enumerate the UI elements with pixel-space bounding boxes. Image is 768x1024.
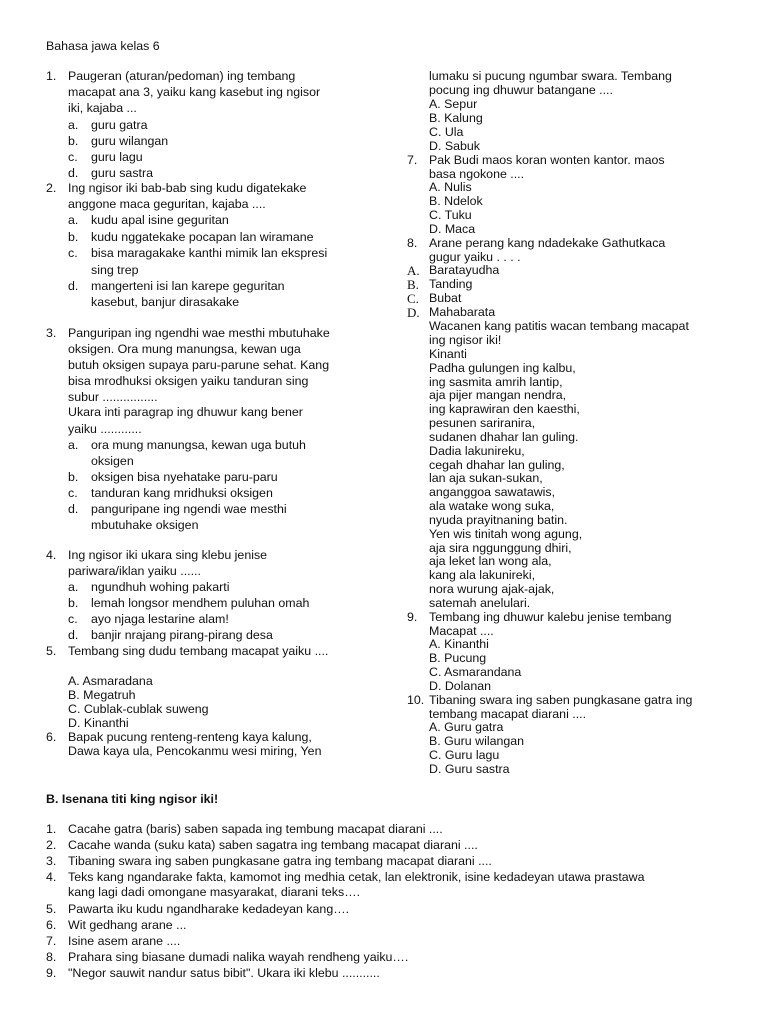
poem-line: anganggoa sawatawis, [429,485,556,499]
option-text: bisa maragakake kanthi mimik lan ekspresi [91,246,328,260]
option-text: C. Cublak-cublak suweng [68,702,209,716]
question-number: 7. [407,153,418,167]
option-text: guru wilangan [91,134,169,148]
option-letter: D. [407,305,420,320]
option-text: B. Guru wilangan [429,734,525,748]
question-text: pocung ing dhuwur batangane .... [429,83,613,97]
section-title: B. Isenana titi king ngisor iki! [46,792,219,806]
option-text: ayo njaga lestarine alam! [91,612,229,626]
option-text: B. Kalung [429,111,483,125]
option-letter: B. [407,277,419,292]
option-text: oksigen [91,454,134,468]
option-text: A. Asmaradana [68,674,153,688]
question-text: Dawa kaya ula, Pencokanmu wesi miring, Yen [68,744,322,758]
poem-line: Yen wis tinitah wong agung, [429,527,583,541]
question-text: Tibaning swara ing saben pungkasane gatra ing [429,693,693,707]
option-text: D. Maca [429,222,476,236]
option-letter: c. [68,612,78,626]
option-text: sing trep [91,263,139,277]
item-text: Wit gedhang arane ... [68,918,187,932]
option-text: tanduran kang mridhuksi oksigen [91,486,273,500]
option-text: banjir nrajang pirang-pirang desa [91,628,273,642]
poem-line: sudanen dhahar lan guling. [429,430,579,444]
question-number: 8. [407,236,418,250]
question-text: Pak Budi maos koran wonten kantor. maos [429,153,665,167]
option-text: C. Guru lagu [429,748,500,762]
item-text: "Negor sauwit nandur satus bibit". Ukara iki klebu ........... [68,966,380,980]
option-text: B. Ndelok [429,194,483,208]
option-text: kudu apal isine geguritan [91,213,229,227]
option-letter: d. [68,279,79,293]
poem-line: lan aja sukan-sukan, [429,471,543,485]
question-text: butuh oksigen supaya paru-parune sehat. Kang [68,358,330,372]
item-number: 4. [46,870,57,884]
poem-line: ing kaprawiran den kaesthi, [429,402,580,416]
option-text: mbutuhake oksigen [91,518,199,532]
option-text: Mahabarata [429,305,496,319]
option-text: A. Guru gatra [429,720,504,734]
option-letter: b. [68,134,79,148]
poem-line: aja leket lan wong ala, [429,554,552,568]
option-text: C. Tuku [429,208,472,222]
item-number: 5. [46,902,57,916]
option-letter: d. [68,166,79,180]
question-number: 3. [46,326,57,340]
item-number: 7. [46,934,57,948]
option-text: ngundhuh wohing pakarti [91,580,230,594]
option-letter: d. [68,628,79,642]
option-text: D. Kinanthi [68,716,129,730]
item-number: 9. [46,966,57,980]
poem-line: aja sira nggunggung dhiri, [429,541,572,555]
option-text: ora mung manungsa, kewan uga butuh [91,438,306,452]
option-letter: b. [68,596,79,610]
option-letter: a. [68,213,79,227]
question-number: 2. [46,181,57,195]
item-number: 3. [46,854,57,868]
question-text: Arane perang kang ndadekake Gathutkaca [429,236,666,250]
item-text: kang lagi dadi omongane masyarakat, diarani teks…. [68,885,361,899]
question-text: subur ................ [68,390,158,404]
poem-line: aja pijer mangan nendra, [429,388,567,402]
poem-line: ala watake wong suka, [429,499,555,513]
option-letter: a. [68,580,79,594]
option-text: guru gatra [91,118,148,132]
option-text: D. Guru sastra [429,762,510,776]
option-letter: a. [68,118,79,132]
question-text: basa ngokone .... [429,167,525,181]
poem-line: Padha gulungen ing kalbu, [429,361,576,375]
question-text: Tembang sing dudu tembang macapat yaiku .... [68,644,329,658]
option-letter: c. [68,486,78,500]
question-text: Ing ngisor iki ukara sing klebu jenise [68,548,268,562]
poem-line: Kinanti [429,347,467,361]
question-text: oksigen. Ora mung manungsa, kewan uga [68,342,301,356]
option-text: guru lagu [91,150,143,164]
question-text: Bapak pucung renteng-renteng kaya kalung, [68,730,312,744]
question-text: pariwara/iklan yaiku ...... [68,564,201,578]
item-text: Teks kang ngandarake fakta, kamomot ing medhia cetak, lan elektronik, isine kedadeyan utawa prastawa [68,870,645,884]
poem-line: pesunen sariranira, [429,416,536,430]
option-text: D. Dolanan [429,679,491,693]
option-letter: b. [68,470,79,484]
question-text: Ukara inti paragrap ing dhuwur kang bener [68,405,303,419]
option-text: A. Sepur [429,97,478,111]
question-number: 1. [46,69,57,83]
poem-line: Wacanen kang patitis wacan tembang macapat [429,319,689,333]
question-text: iki, kajaba ... [68,101,137,115]
poem-line: nora wurung ajak-ajak, [429,582,555,596]
question-text: Macapat .... [429,624,494,638]
item-text: Cacahe wanda (suku kata) saben sagatra ing tembang macapat diarani .... [68,838,478,852]
item-number: 1. [46,822,57,836]
option-text: A. Kinanthi [429,637,489,651]
item-number: 6. [46,918,57,932]
poem-line: nyuda prayitnaning batin. [429,513,568,527]
question-number: 9. [407,610,418,624]
option-text: Baratayudha [429,263,500,277]
question-text: Paugeran (aturan/pedoman) ing tembang [68,69,296,83]
poem-line: satemah anelulari. [429,596,531,610]
option-letter: A. [407,263,420,278]
option-text: D. Sabuk [429,139,480,153]
option-letter: c. [68,150,78,164]
item-number: 8. [46,950,57,964]
option-text: oksigen bisa nyehatake paru-paru [91,470,278,484]
question-text: Ing ngisor iki bab-bab sing kudu digatekake [68,181,307,195]
option-text: kasebut, banjur dirasakake [91,295,240,309]
question-text: lumaku si pucung ngumbar swara. Tembang [429,69,672,83]
option-text: C. Asmarandana [429,665,522,679]
question-text: gugur yaiku . . . . [429,250,521,264]
question-number: 10. [407,693,425,707]
page-title: Bahasa jawa kelas 6 [46,39,160,53]
option-text: A. Nulis [429,180,472,194]
item-text: Prahara sing biasane dumadi nalika wayah rendheng yaiku…. [68,950,409,964]
item-text: Cacahe gatra (baris) saben sapada ing tembung macapat diarani .... [68,822,443,836]
option-text: mangerteni isi lan karepe geguritan [91,279,285,293]
option-text: B. Pucung [429,651,487,665]
option-text: B. Megatruh [68,688,136,702]
question-text: bisa mrodhuksi oksigen yaiku tanduran sing [68,374,309,388]
item-text: Pawarta iku kudu ngandharake kedadeyan kang…. [68,902,350,916]
question-text: anggone maca geguritan, kajaba .... [68,197,266,211]
poem-line: ing sasmita amrih lantip, [429,375,563,389]
question-text: Panguripan ing ngendhi wae mesthi mbutuhake [68,326,330,340]
poem-line: kang ala lakunireki, [429,568,536,582]
option-text: Bubat [429,291,462,305]
question-text: Tembang ing dhuwur kalebu jenise tembang [429,610,672,624]
item-text: Isine asem arane .... [68,934,181,948]
question-text: tembang macapat diarani .... [429,707,587,721]
poem-line: Dadia lakunireku, [429,444,525,458]
item-text: Tibaning swara ing saben pungkasane gatra ing tembang macapat diarani .... [68,854,492,868]
question-text: yaiku ............ [68,422,142,436]
poem-line: ing ngisor iki! [429,333,502,347]
question-number: 6. [46,730,57,744]
option-text: Tanding [429,277,473,291]
question-text: macapat ana 3, yaiku kang kasebut ing ngisor [68,85,321,99]
option-text: C. Ula [429,125,464,139]
option-letter: C. [407,291,419,306]
option-text: lemah longsor mendhem puluhan omah [91,596,310,610]
question-number: 4. [46,548,57,562]
option-text: kudu nggatekake pocapan lan wiramane [91,230,314,244]
option-letter: c. [68,246,78,260]
option-text: guru sastra [91,166,153,180]
option-letter: b. [68,230,79,244]
poem-line: cegah dhahar lan guling, [429,458,565,472]
item-number: 2. [46,838,57,852]
question-number: 5. [46,644,57,658]
option-letter: a. [68,438,79,452]
option-letter: d. [68,502,79,516]
option-text: panguripane ing ngendi wae mesthi [91,502,287,516]
